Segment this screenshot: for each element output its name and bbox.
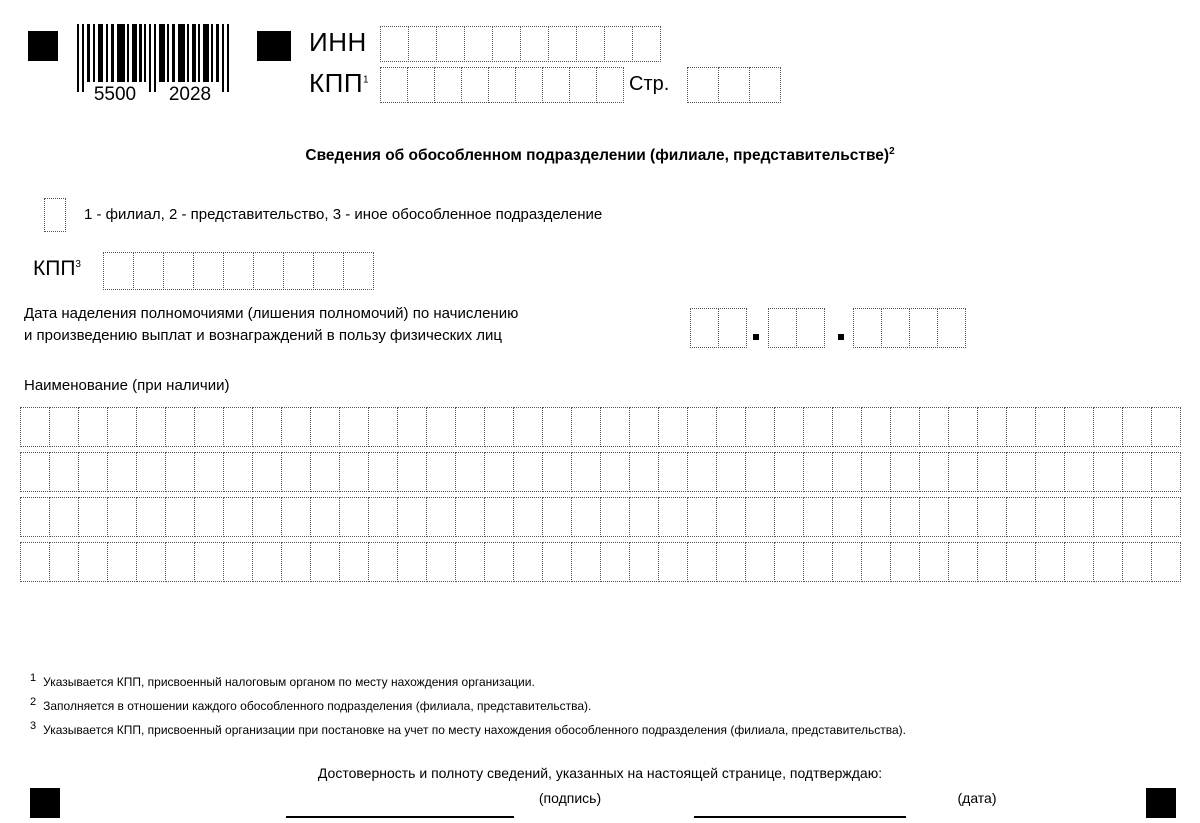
- footnote-2-marker: 2: [30, 696, 37, 708]
- empowerment-date-label-line1: Дата наделения полномочиями (лишения полномочий) по начислению: [24, 305, 519, 322]
- title-footnote-ref: 2: [889, 146, 895, 157]
- input-cell[interactable]: [1151, 452, 1181, 492]
- input-cell[interactable]: [1006, 497, 1036, 537]
- registration-mark-bottom-left: [30, 788, 60, 818]
- input-cell[interactable]: [20, 497, 50, 537]
- input-cell[interactable]: [484, 452, 514, 492]
- barcode-digits-left: 5500: [93, 84, 137, 102]
- input-cell[interactable]: [768, 308, 797, 348]
- input-cell[interactable]: [977, 542, 1007, 582]
- footnote-1: [30, 672, 535, 689]
- input-cell[interactable]: [339, 452, 369, 492]
- input-cell[interactable]: [380, 67, 408, 103]
- input-cell[interactable]: [890, 542, 920, 582]
- input-cell[interactable]: [629, 497, 659, 537]
- input-cell[interactable]: [252, 497, 282, 537]
- input-cell[interactable]: [484, 407, 514, 447]
- input-cell[interactable]: [283, 252, 314, 290]
- input-cell[interactable]: [1122, 452, 1152, 492]
- input-cell[interactable]: [49, 407, 79, 447]
- input-cell[interactable]: [861, 407, 891, 447]
- input-cell[interactable]: [1035, 452, 1065, 492]
- input-cell[interactable]: [313, 252, 344, 290]
- input-cell[interactable]: [78, 407, 108, 447]
- input-cell[interactable]: [919, 542, 949, 582]
- input-cell[interactable]: [1093, 497, 1123, 537]
- input-cell[interactable]: [223, 542, 253, 582]
- input-cell[interactable]: [339, 497, 369, 537]
- input-cell[interactable]: [687, 407, 717, 447]
- input-cell[interactable]: [492, 26, 521, 62]
- input-cell[interactable]: [1064, 497, 1094, 537]
- input-cell[interactable]: [165, 407, 195, 447]
- input-cell[interactable]: [881, 308, 910, 348]
- input-cell[interactable]: [803, 452, 833, 492]
- footnote-2-text: Заполняется в отношении каждого обособленного подразделения (филиала, представительства).: [43, 699, 592, 713]
- name-grid-row: [20, 497, 1181, 537]
- input-cell[interactable]: [163, 252, 194, 290]
- date-separator-dot: [753, 334, 759, 340]
- input-cell[interactable]: [310, 407, 340, 447]
- footnote-1-marker: 1: [30, 672, 37, 684]
- input-cell[interactable]: [687, 497, 717, 537]
- subdivision-type-legend: 1 - филиал, 2 - представительство, 3 - иное обособленное подразделение: [84, 206, 603, 223]
- input-cell[interactable]: [948, 542, 978, 582]
- input-cell[interactable]: [281, 407, 311, 447]
- input-cell[interactable]: [436, 26, 465, 62]
- input-cell[interactable]: [136, 407, 166, 447]
- input-cell[interactable]: [339, 407, 369, 447]
- input-cell[interactable]: [461, 67, 489, 103]
- input-cell[interactable]: [629, 407, 659, 447]
- input-cell[interactable]: [310, 497, 340, 537]
- input-cell[interactable]: [78, 497, 108, 537]
- input-cell[interactable]: [165, 542, 195, 582]
- input-cell[interactable]: [368, 497, 398, 537]
- signature-caption: (подпись): [538, 790, 602, 806]
- input-cell[interactable]: [745, 452, 775, 492]
- input-cell[interactable]: [513, 452, 543, 492]
- input-cell[interactable]: [368, 542, 398, 582]
- inn-field: [380, 26, 661, 62]
- kpp3-label-text: КПП: [33, 257, 76, 280]
- input-cell[interactable]: [20, 407, 50, 447]
- input-cell[interactable]: [542, 542, 572, 582]
- input-cell[interactable]: [136, 452, 166, 492]
- input-cell[interactable]: [194, 407, 224, 447]
- input-cell[interactable]: [745, 497, 775, 537]
- input-cell[interactable]: [513, 497, 543, 537]
- subdivision-type-field: [44, 198, 66, 232]
- input-cell[interactable]: [658, 407, 688, 447]
- input-cell[interactable]: [281, 497, 311, 537]
- input-cell[interactable]: [1151, 407, 1181, 447]
- input-cell[interactable]: [749, 67, 781, 103]
- input-cell[interactable]: [455, 497, 485, 537]
- input-cell[interactable]: [520, 26, 549, 62]
- input-cell[interactable]: [716, 407, 746, 447]
- input-cell[interactable]: [44, 198, 66, 232]
- date-separator-dot: [838, 334, 844, 340]
- empowerment-date-label: [24, 303, 518, 347]
- input-cell[interactable]: [832, 542, 862, 582]
- input-cell[interactable]: [832, 452, 862, 492]
- input-cell[interactable]: [796, 308, 825, 348]
- input-cell[interactable]: [484, 497, 514, 537]
- input-cell[interactable]: [397, 497, 427, 537]
- input-cell[interactable]: [1151, 497, 1181, 537]
- empowerment-date-label-line2: и произведению выплат и вознаграждений в пользу физических лиц: [24, 327, 502, 344]
- input-cell[interactable]: [107, 452, 137, 492]
- confirmation-statement: Достоверность и полноту сведений, указанных на настоящей странице, подтверждаю:: [317, 765, 883, 781]
- input-cell[interactable]: [368, 452, 398, 492]
- input-cell[interactable]: [600, 407, 630, 447]
- date-caption: (дата): [957, 790, 997, 806]
- input-cell[interactable]: [832, 407, 862, 447]
- input-cell[interactable]: [515, 67, 543, 103]
- input-cell[interactable]: [716, 452, 746, 492]
- input-cell[interactable]: [253, 252, 284, 290]
- input-cell[interactable]: [604, 26, 633, 62]
- input-cell[interactable]: [977, 452, 1007, 492]
- input-cell[interactable]: [426, 542, 456, 582]
- input-cell[interactable]: [861, 497, 891, 537]
- kpp3-field: [103, 252, 374, 290]
- input-cell[interactable]: [576, 26, 605, 62]
- input-cell[interactable]: [745, 542, 775, 582]
- footnote-3-marker: 3: [30, 720, 37, 732]
- input-cell[interactable]: [343, 252, 374, 290]
- input-cell[interactable]: [542, 67, 570, 103]
- input-cell[interactable]: [78, 452, 108, 492]
- input-cell[interactable]: [484, 542, 514, 582]
- input-cell[interactable]: [194, 452, 224, 492]
- input-cell[interactable]: [571, 542, 601, 582]
- input-cell[interactable]: [20, 452, 50, 492]
- inn-label: ИНН: [309, 27, 367, 57]
- registration-mark-top-left: [28, 31, 58, 61]
- input-cell[interactable]: [426, 452, 456, 492]
- input-cell[interactable]: [78, 542, 108, 582]
- form-title-text: Сведения об обособленном подразделении (филиале, представительстве): [305, 147, 890, 165]
- input-cell[interactable]: [513, 407, 543, 447]
- input-cell[interactable]: [687, 452, 717, 492]
- form-title: [0, 146, 1200, 165]
- input-cell[interactable]: [252, 542, 282, 582]
- name-grid-row: [20, 452, 1181, 492]
- input-cell[interactable]: [455, 407, 485, 447]
- input-cell[interactable]: [716, 542, 746, 582]
- input-cell[interactable]: [571, 497, 601, 537]
- input-cell[interactable]: [632, 26, 661, 62]
- date-line[interactable]: [694, 816, 906, 818]
- input-cell[interactable]: [687, 67, 719, 103]
- input-cell[interactable]: [542, 407, 572, 447]
- input-cell[interactable]: [165, 452, 195, 492]
- input-cell[interactable]: [600, 452, 630, 492]
- input-cell[interactable]: [919, 407, 949, 447]
- input-cell[interactable]: [1035, 542, 1065, 582]
- input-cell[interactable]: [513, 542, 543, 582]
- input-cell[interactable]: [310, 452, 340, 492]
- page-number-field: [687, 67, 781, 103]
- input-cell[interactable]: [600, 497, 630, 537]
- input-cell[interactable]: [380, 26, 409, 62]
- footnote-1-text: Указывается КПП, присвоенный налоговым органом по месту нахождения организации.: [43, 675, 535, 689]
- input-cell[interactable]: [408, 26, 437, 62]
- input-cell[interactable]: [1006, 407, 1036, 447]
- date-day-field: [690, 308, 747, 348]
- input-cell[interactable]: [571, 452, 601, 492]
- name-grid-row: [20, 542, 1181, 582]
- input-cell[interactable]: [426, 497, 456, 537]
- input-cell[interactable]: [832, 497, 862, 537]
- input-cell[interactable]: [339, 542, 369, 582]
- input-cell[interactable]: [948, 407, 978, 447]
- input-cell[interactable]: [1122, 497, 1152, 537]
- input-cell[interactable]: [223, 252, 254, 290]
- input-cell[interactable]: [569, 67, 597, 103]
- form-barcode: [77, 24, 229, 102]
- input-cell[interactable]: [1006, 542, 1036, 582]
- input-cell[interactable]: [909, 308, 938, 348]
- input-cell[interactable]: [252, 452, 282, 492]
- input-cell[interactable]: [281, 542, 311, 582]
- footnote-3: [30, 720, 906, 737]
- input-cell[interactable]: [658, 542, 688, 582]
- registration-mark-bottom-right: [1146, 788, 1176, 818]
- input-cell[interactable]: [948, 497, 978, 537]
- input-cell[interactable]: [774, 407, 804, 447]
- input-cell[interactable]: [1122, 407, 1152, 447]
- input-cell[interactable]: [397, 452, 427, 492]
- input-cell[interactable]: [252, 407, 282, 447]
- input-cell[interactable]: [368, 407, 398, 447]
- input-cell[interactable]: [107, 497, 137, 537]
- input-cell[interactable]: [223, 407, 253, 447]
- input-cell[interactable]: [1122, 542, 1152, 582]
- input-cell[interactable]: [629, 452, 659, 492]
- footnote-2: [30, 696, 591, 713]
- input-cell[interactable]: [107, 407, 137, 447]
- input-cell[interactable]: [107, 542, 137, 582]
- input-cell[interactable]: [853, 308, 882, 348]
- name-label: Наименование (при наличии): [24, 377, 230, 394]
- input-cell[interactable]: [1093, 407, 1123, 447]
- input-cell[interactable]: [49, 542, 79, 582]
- footnote-3-text: Указывается КПП, присвоенный организации при постановке на учет по месту нахождения обособленного подразделения (филиала, представительства).: [43, 723, 906, 737]
- input-cell[interactable]: [658, 497, 688, 537]
- kpp3-label: [33, 257, 81, 281]
- input-cell[interactable]: [890, 407, 920, 447]
- input-cell[interactable]: [397, 542, 427, 582]
- input-cell[interactable]: [136, 497, 166, 537]
- input-cell[interactable]: [542, 497, 572, 537]
- input-cell[interactable]: [1064, 452, 1094, 492]
- input-cell[interactable]: [194, 542, 224, 582]
- input-cell[interactable]: [193, 252, 224, 290]
- input-cell[interactable]: [890, 497, 920, 537]
- input-cell[interactable]: [49, 452, 79, 492]
- input-cell[interactable]: [1035, 407, 1065, 447]
- input-cell[interactable]: [745, 407, 775, 447]
- input-cell[interactable]: [1151, 542, 1181, 582]
- input-cell[interactable]: [629, 542, 659, 582]
- input-cell[interactable]: [977, 407, 1007, 447]
- input-cell[interactable]: [434, 67, 462, 103]
- kpp-label: [309, 68, 369, 99]
- kpp-label-text: КПП: [309, 68, 364, 98]
- signature-line[interactable]: [286, 816, 514, 818]
- input-cell[interactable]: [1064, 407, 1094, 447]
- input-cell[interactable]: [919, 452, 949, 492]
- kpp-field: [380, 67, 624, 103]
- input-cell[interactable]: [718, 67, 750, 103]
- input-cell[interactable]: [774, 497, 804, 537]
- barcode-digits-right: 2028: [168, 84, 212, 102]
- input-cell[interactable]: [803, 407, 833, 447]
- input-cell[interactable]: [455, 542, 485, 582]
- input-cell[interactable]: [103, 252, 134, 290]
- registration-mark-top-middle: [257, 31, 291, 61]
- input-cell[interactable]: [20, 542, 50, 582]
- input-cell[interactable]: [542, 452, 572, 492]
- kpp-footnote-ref: 1: [363, 74, 370, 86]
- input-cell[interactable]: [223, 452, 253, 492]
- input-cell[interactable]: [397, 407, 427, 447]
- input-cell[interactable]: [133, 252, 164, 290]
- input-cell[interactable]: [455, 452, 485, 492]
- input-cell[interactable]: [1035, 497, 1065, 537]
- input-cell[interactable]: [716, 497, 746, 537]
- input-cell[interactable]: [281, 452, 311, 492]
- input-cell[interactable]: [718, 308, 747, 348]
- input-cell[interactable]: [488, 67, 516, 103]
- input-cell[interactable]: [1093, 452, 1123, 492]
- input-cell[interactable]: [937, 308, 966, 348]
- input-cell[interactable]: [571, 407, 601, 447]
- input-cell[interactable]: [687, 542, 717, 582]
- input-cell[interactable]: [596, 67, 624, 103]
- input-cell[interactable]: [194, 497, 224, 537]
- input-cell[interactable]: [49, 497, 79, 537]
- input-cell[interactable]: [1093, 542, 1123, 582]
- input-cell[interactable]: [1064, 542, 1094, 582]
- input-cell[interactable]: [658, 452, 688, 492]
- input-cell[interactable]: [803, 497, 833, 537]
- input-cell[interactable]: [919, 497, 949, 537]
- input-cell[interactable]: [223, 497, 253, 537]
- input-cell[interactable]: [948, 452, 978, 492]
- input-cell[interactable]: [600, 542, 630, 582]
- name-grid: [20, 407, 1181, 587]
- date-year-field: [853, 308, 966, 348]
- date-month-field: [768, 308, 825, 348]
- input-cell[interactable]: [774, 452, 804, 492]
- input-cell[interactable]: [165, 497, 195, 537]
- input-cell[interactable]: [1006, 452, 1036, 492]
- page-number-label: Стр.: [629, 73, 670, 95]
- name-grid-row: [20, 407, 1181, 447]
- input-cell[interactable]: [690, 308, 719, 348]
- input-cell[interactable]: [136, 542, 166, 582]
- input-cell[interactable]: [861, 542, 891, 582]
- input-cell[interactable]: [890, 452, 920, 492]
- input-cell[interactable]: [426, 407, 456, 447]
- input-cell[interactable]: [977, 497, 1007, 537]
- input-cell[interactable]: [548, 26, 577, 62]
- input-cell[interactable]: [774, 542, 804, 582]
- input-cell[interactable]: [310, 542, 340, 582]
- input-cell[interactable]: [407, 67, 435, 103]
- input-cell[interactable]: [861, 452, 891, 492]
- kpp3-footnote-ref: 3: [75, 259, 81, 270]
- input-cell[interactable]: [803, 542, 833, 582]
- input-cell[interactable]: [464, 26, 493, 62]
